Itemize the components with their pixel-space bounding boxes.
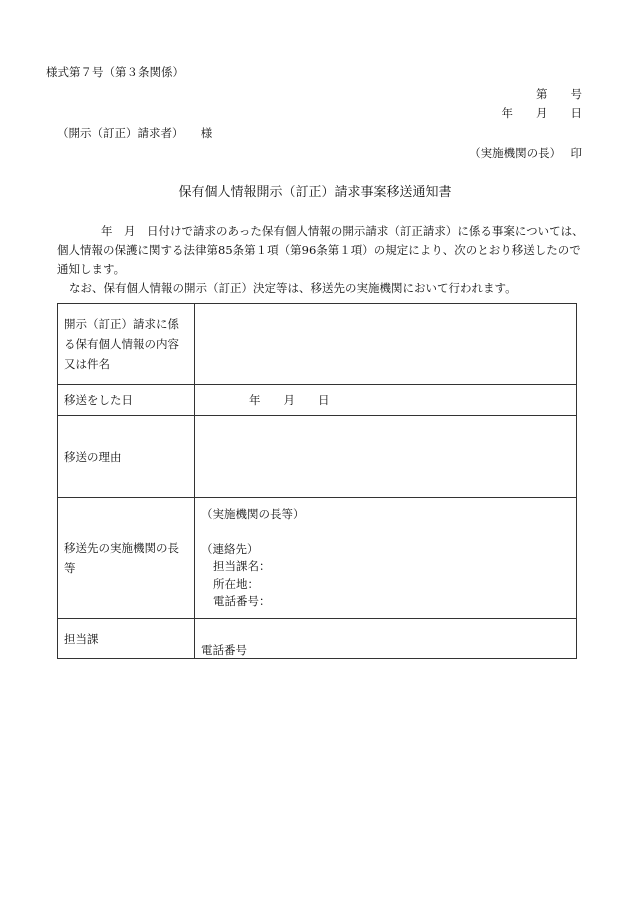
table-row	[58, 619, 577, 659]
content-label: 開示（訂正）請求に係る保有個人情報の内容又は件名	[58, 304, 195, 385]
content-value	[195, 304, 577, 385]
destination-label: 移送先の実施機関の長等	[58, 498, 195, 619]
table-row	[58, 304, 577, 385]
reason-value	[195, 416, 577, 498]
addressee: （開示（訂正）請求者） 様	[57, 126, 213, 140]
transfer-date-label: 移送をした日	[58, 385, 195, 416]
destination-dept: 担当課名：	[213, 559, 271, 573]
destination-agency: （実施機関の長等）	[201, 506, 305, 521]
department-phone: 電話番号	[195, 619, 577, 659]
table-row	[58, 385, 577, 416]
reason-label: 移送の理由	[58, 416, 195, 498]
destination-phone: 電話番号：	[213, 594, 271, 608]
transfer-date-value: 年 月 日	[195, 385, 577, 416]
issue-date: 年 月 日	[501, 106, 582, 120]
body-text	[57, 222, 585, 298]
body-paragraph-1: 年 月 日付けで請求のあった保有個人情報の開示請求（訂正請求）に係る事案については、個人情報の保護に関する法律第85条第１項（第96条第１項）の規定により、次のとおり移送したので通知します。	[57, 224, 584, 276]
document-number: 第 号	[536, 87, 582, 101]
form-number: 様式第７号（第３条関係）	[46, 65, 184, 79]
transfer-table	[57, 303, 577, 659]
issuer-seal: （実施機関の長） 印	[469, 146, 582, 160]
table-row	[58, 498, 577, 619]
destination-address: 所在地：	[213, 576, 259, 591]
destination-contact: （連絡先）	[201, 541, 259, 556]
table-row	[58, 416, 577, 498]
body-paragraph-2: なお、保有個人情報の開示（訂正）決定等は、移送先の実施機関において行われます。	[69, 281, 517, 295]
document-title: 保有個人情報開示（訂正）請求事案移送通知書	[178, 185, 452, 200]
destination-value	[195, 498, 577, 619]
department-label: 担当課	[58, 619, 195, 659]
